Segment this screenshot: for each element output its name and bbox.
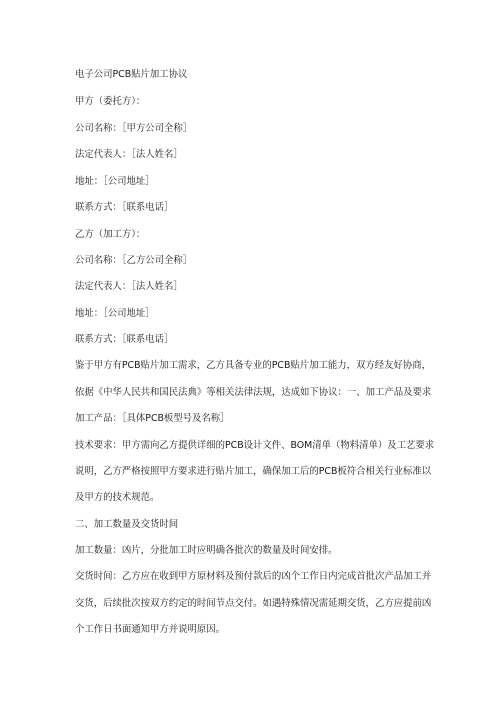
section-2-heading: 二、加工数量及交货时间 [75, 519, 179, 530]
tech-req-line-3: 及甲方的技术规范。 [75, 492, 160, 503]
preamble-line-1: 鉴于甲方有PCB贴片加工需求，乙方具备专业的PCB贴片加工能力，双方经友好协商， [75, 360, 432, 371]
party-b-contact: 联系方式：［联系电话］ [75, 334, 174, 345]
party-b-company: 公司名称：［乙方公司全称］ [75, 255, 193, 266]
quantity-line: 加工数量：凶片，分批加工时应明确各批次的数量及时间安排。 [75, 545, 338, 556]
tech-req-line-1: 技术要求：甲方需向乙方提供详细的PCB设计文件、BOM清单（物料清单）及工艺要求 [75, 440, 435, 451]
party-a-heading: 甲方（委托方）： [75, 96, 146, 107]
party-a-legal-rep: 法定代表人：［法人姓名］ [75, 149, 183, 160]
product-line: 加工产品：［具体PCB板型号及名称］ [75, 413, 230, 424]
tech-req-line-2: 说明，乙方严格按照甲方要求进行贴片加工，确保加工后的PCB板符合相关行业标准以 [75, 466, 432, 477]
delivery-line-1: 交货时间：乙方应在收到甲方原材料及预付款后的凶个工作日内完成首批次产品加工并 [75, 571, 432, 582]
delivery-line-3: 个工作日书面通知甲方并说明原因。 [75, 624, 226, 635]
party-a-company: 公司名称：［甲方公司全称］ [75, 123, 193, 134]
delivery-line-2: 交货，后续批次按双方约定的时间节点交付。如遇特殊情况需延期交货，乙方应提前凶 [75, 598, 432, 609]
document-title: 电子公司PCB贴片加工协议 [75, 69, 188, 80]
party-a-contact: 联系方式：［联系电话］ [75, 202, 174, 213]
party-b-heading: 乙方（加工方）： [75, 229, 146, 240]
preamble-line-2: 依据《中华人民共和国民法典》等相关法律法规，达成如下协议：一、加工产品及要求 [75, 387, 432, 398]
party-a-address: 地址：［公司地址］ [75, 176, 155, 187]
party-b-address: 地址：［公司地址］ [75, 308, 155, 319]
party-b-legal-rep: 法定代表人：［法人姓名］ [75, 281, 183, 292]
